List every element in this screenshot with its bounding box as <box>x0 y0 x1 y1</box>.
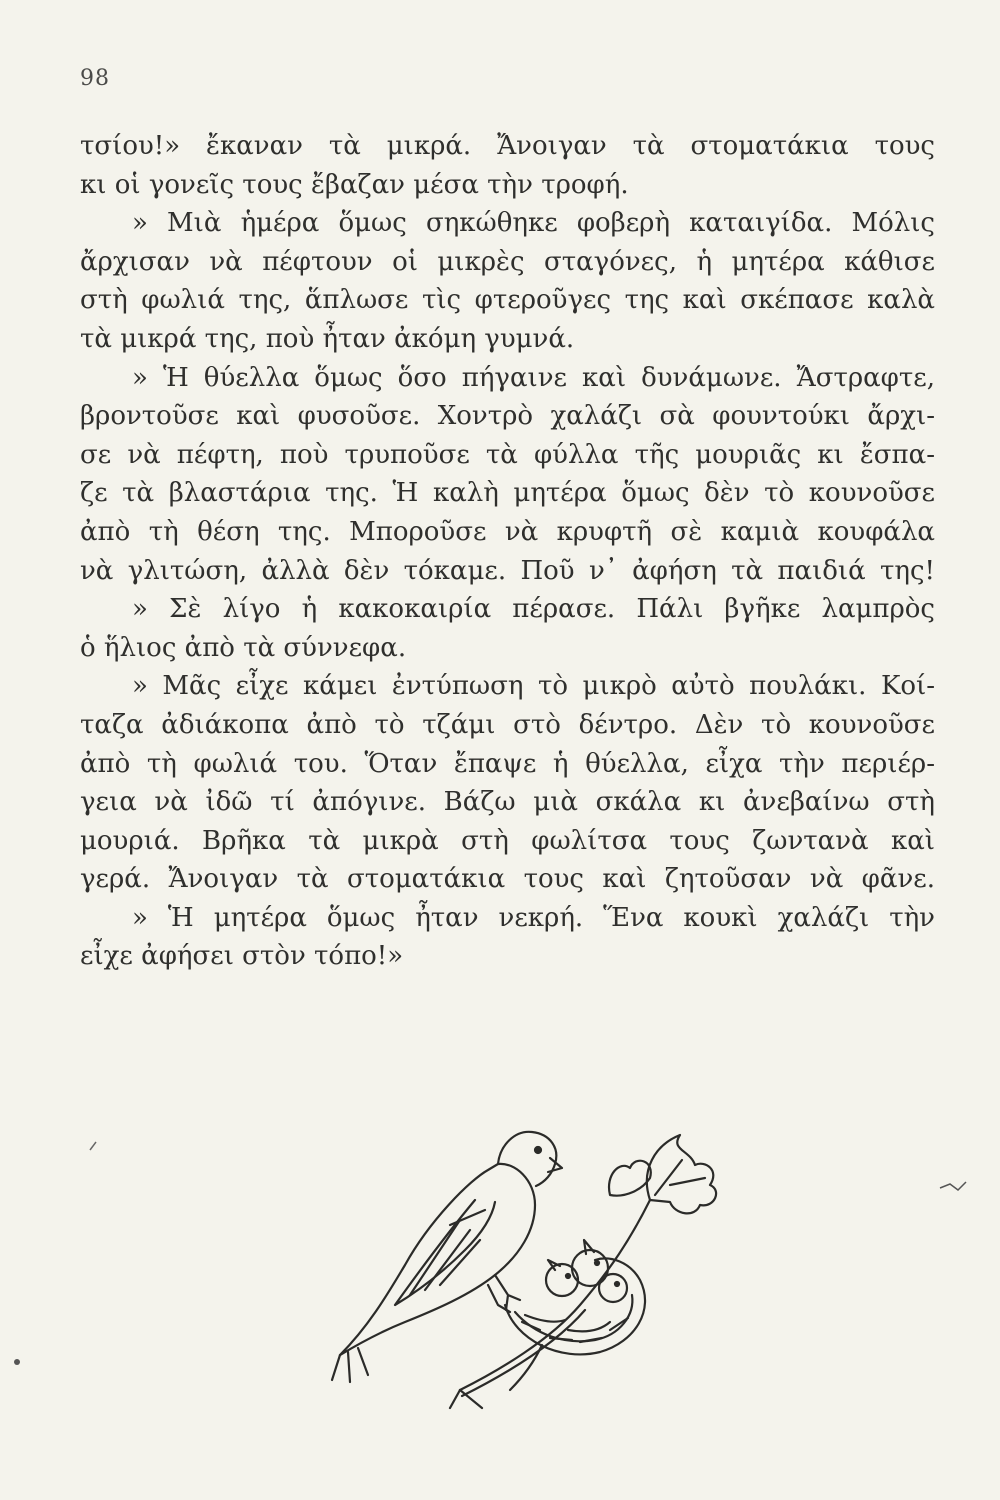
text-line: γερά. Ἄνοιγαν τὰ στοματάκια τους καὶ ζητοῦσαν νὰ φᾶνε. <box>80 864 935 895</box>
page-number: 98 <box>80 66 110 91</box>
text-line: ἄρχισαν νὰ πέφτουν οἱ μικρὲς σταγόνες, ἡ μητέρα κάθισε <box>80 246 935 277</box>
bird-wing <box>395 1200 495 1305</box>
margin-mark <box>936 1170 976 1200</box>
text-line: γεια νὰ ἰδῶ τί ἀπόγινε. Βάζω μιὰ σκάλα κι ἀνεβαίνω στὴ <box>80 787 935 818</box>
text-line: κι οἱ γονεῖς τους ἔβαζαν μέσα τὴν τροφή. <box>80 169 629 200</box>
text-line: ὁ ἥλιος ἀπὸ τὰ σύννεφα. <box>80 632 407 663</box>
chick <box>572 1250 608 1286</box>
text-line: εἶχε ἀφήσει στὸν τόπο!» <box>80 941 404 972</box>
text-line: τσίου!» ἔκαναν τὰ μικρά. Ἄνοιγαν τὰ στοματάκια τους <box>80 131 935 161</box>
text-line: ἀπὸ τὴ θέση της. Μποροῦσε νὰ κρυφτῆ σὲ καμιὰ κουφάλα <box>80 516 935 547</box>
text-line: τὰ μικρά της, ποὺ ἦταν ἀκόμη γυμνά. <box>80 323 575 354</box>
text-line: μουριά. Βρῆκα τὰ μικρὰ στὴ φωλίτσα τους ζωντανὰ καὶ <box>80 825 935 856</box>
text-line: ζε τὰ βλαστάρια της. Ἡ καλὴ μητέρα ὅμως δὲν τὸ κουνοῦσε <box>80 478 935 509</box>
text-line: » Ἡ θύελλα ὅμως ὅσο πήγαινε καὶ δυνάμωνε. Ἄστραφτε, <box>132 362 935 393</box>
text-line: στὴ φωλιά της, ἅπλωσε τὶς φτεροῦγες της καὶ σκέπασε καλὰ <box>80 285 935 316</box>
text-line: » Σὲ λίγο ἡ κακοκαιρία πέρασε. Πάλι βγῆκε λαμπρὸς <box>132 594 935 625</box>
text-line: νὰ γλιτώση, ἀλλὰ δὲν τόκαμε. Ποῦ ν᾿ ἀφήση τὰ παιδιά της! <box>80 555 935 586</box>
text-line: ταζα ἀδιάκοπα ἀπὸ τὸ τζάμι στὸ δέντρο. Δὲν τὸ κουνοῦσε <box>80 709 935 740</box>
bird-nest-illustration <box>310 1090 750 1410</box>
nest <box>505 1258 645 1354</box>
margin-mark <box>86 1136 106 1156</box>
bird-body <box>340 1164 535 1355</box>
leaf <box>647 1135 716 1213</box>
bird-eye <box>535 1147 541 1153</box>
body-text <box>80 127 935 976</box>
text-line: βροντοῦσε καὶ φυσοῦσε. Χοντρὸ χαλάζι σὰ φουντούκι ἄρχι- <box>80 401 935 432</box>
text-line: σε νὰ πέφτη, ποὺ τρυποῦσε τὰ φύλλα τῆς μουριᾶς κι ἔσπα- <box>80 439 935 470</box>
chick <box>546 1264 578 1296</box>
text-line: » Μᾶς εἶχε κάμει ἐντύπωση τὸ μικρὸ αὐτὸ πουλάκι. Κοί- <box>132 671 935 702</box>
text-line: » Ἡ μητέρα ὅμως ἦταν νεκρή. Ἕνα κουκὶ χαλάζι τὴν <box>132 902 935 933</box>
text-line: ἀπὸ τὴ φωλιά του. Ὅταν ἔπαψε ἡ θύελλα, εἶχα τὴν περιέρ- <box>80 748 935 779</box>
leaf <box>609 1161 651 1196</box>
text-line: » Μιὰ ἡμέρα ὅμως σηκώθηκε φοβερὴ καταιγίδα. Μόλις <box>132 208 935 239</box>
chick <box>599 1274 627 1302</box>
margin-mark <box>10 1355 24 1369</box>
